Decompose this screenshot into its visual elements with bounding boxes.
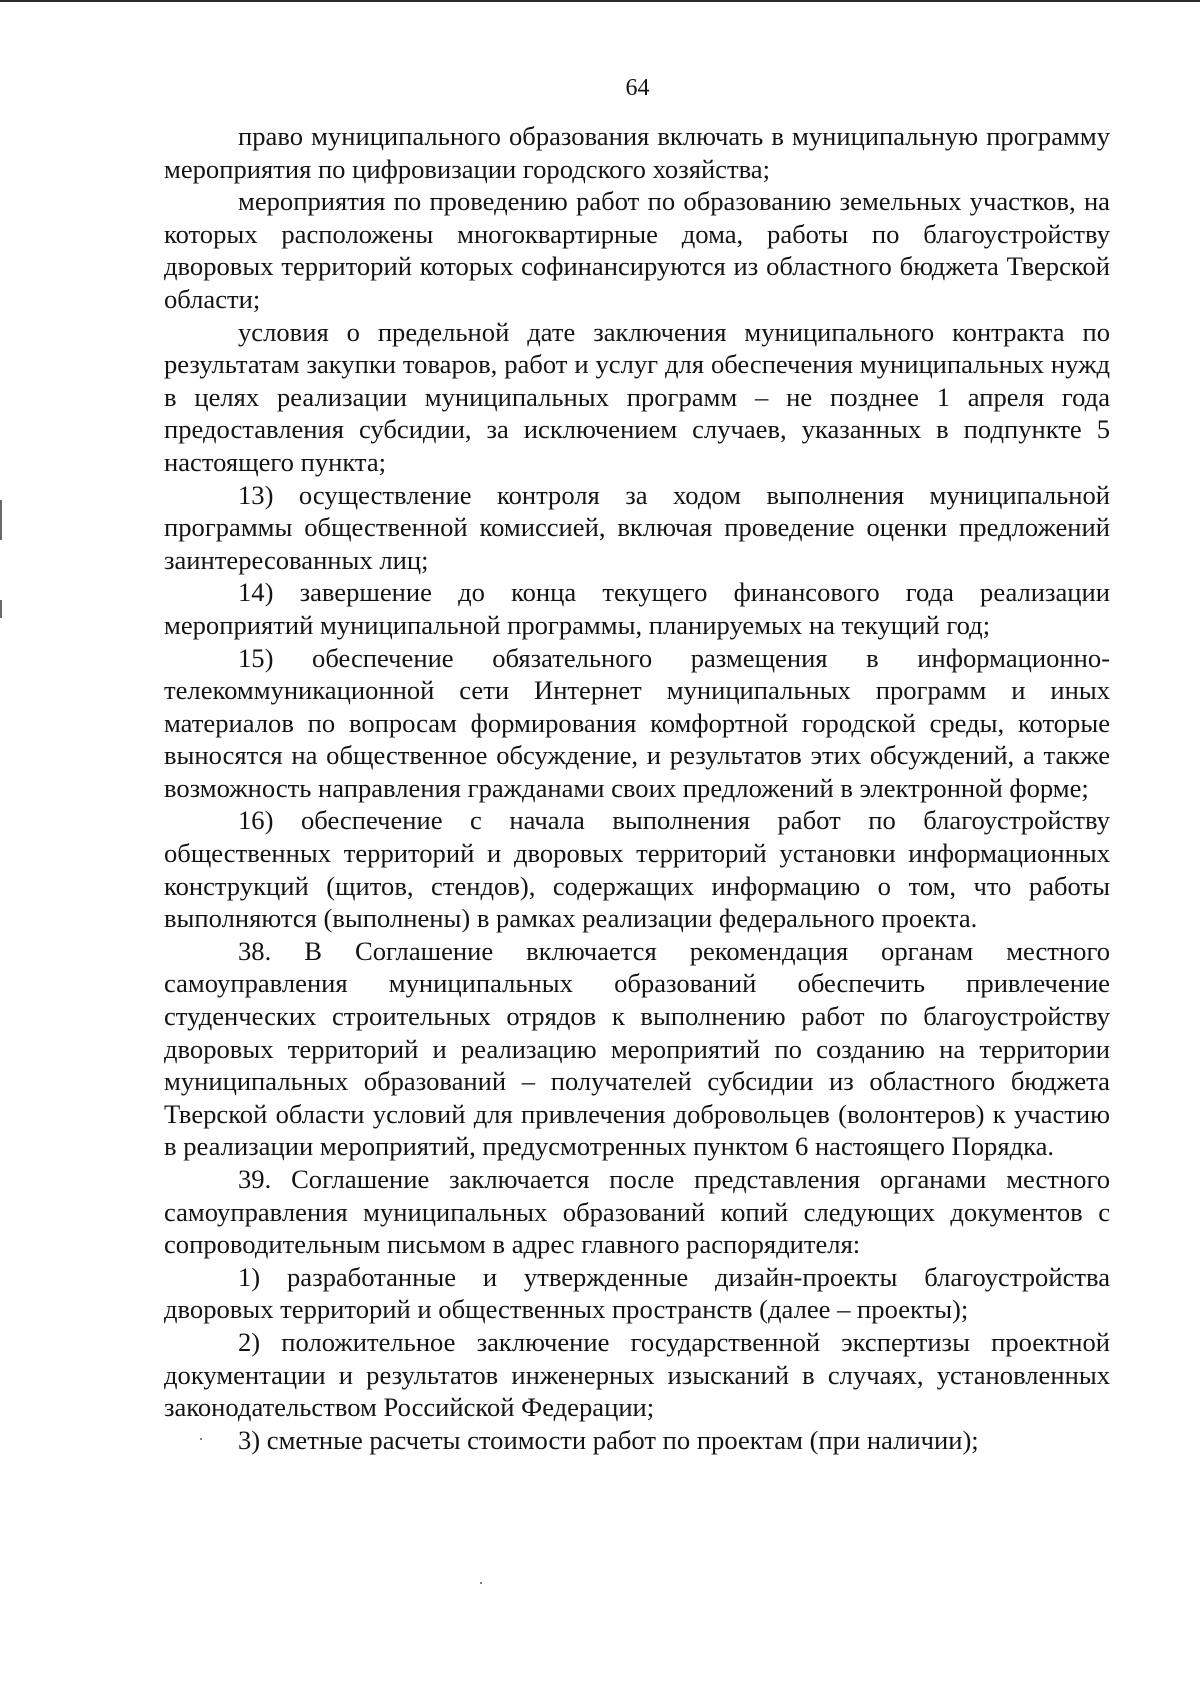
scan-margin-mark (0, 500, 2, 540)
paragraph: 15) обеспечение обязательного размещения в информационно-телекоммуникационной сети Интернет муниципальных программ и иных материалов по вопросам формирования комфортной городской среды, которые выносятся на общественное обсуждение, и результатов этих обсуждений, а также возможность направления гражданами своих предложений в электронной форме; (164, 642, 1110, 803)
paragraph: мероприятия по проведению работ по образованию земельных участков, на которых расположены многоквартирные дома, работы по благоустройству дворовых территорий которых софинансируются из областного бюджета Тверской области; (164, 186, 1110, 314)
paragraph: 13) осуществление контроля за ходом выполнения муниципальной программы общественной комиссией, включая проведение оценки предложений заинтересованных лиц; (164, 479, 1110, 575)
paragraph: 39. Соглашение заключается после представления органами местного самоуправления муниципальных образований копий следующих документов с сопроводительным письмом в адрес главного распорядителя: (164, 1164, 1110, 1260)
paragraph: 16) обеспечение с начала выполнения работ по благоустройству общественных территорий и дворовых территорий установки информационных конструкций (щитов, стендов), содержащих информацию о том, что работы выполняются (выполнены) в рамках реализации федерального проекта. (164, 805, 1110, 934)
scan-speck (480, 1582, 482, 1584)
paragraph: условия о предельной дате заключения муниципального контракта по результатам закупки товаров, работ и услуг для обеспечения муниципальных нужд в целях реализации муниципальных программ – не позднее 1 апреля года предоставления субсидии, за исключением случаев, указанных в подпункте 5 настоящего пункта; (164, 316, 1110, 477)
paragraph: 2) положительное заключение государственной экспертизы проектной документации и результатов инженерных изысканий в случаях, установленных законодательством Российской Федерации; (164, 1326, 1110, 1423)
paragraph: 38. В Соглашение включается рекомендация органам местного самоуправления муниципальных образований обеспечить привлечение студенческих строительных отрядов к выполнению работ по благоустройству дворовых территорий и реализацию мероприятий по созданию на территории муниципальных образований – получателей субсидии из областного бюджета Тверской области условий для привлечения добровольцев (волонтеров) к участию в реализации мероприятий, предусмотренных пунктом 6 настоящего Порядка. (164, 935, 1110, 1162)
page-number: 64 (625, 75, 650, 101)
paragraph: 1) разработанные и утвержденные дизайн-проекты благоустройства дворовых территорий и общественных пространств (далее – проекты); (164, 1261, 1110, 1325)
document-body (164, 120, 1110, 1456)
paragraph: право муниципального образования включать в муниципальную программу мероприятия по цифровизации городского хозяйства; (164, 121, 1110, 184)
scan-margin-mark (0, 600, 2, 618)
paragraph: 3) сметные расчеты стоимости работ по проектам (при наличии); (238, 1424, 979, 1455)
scan-edge-line (0, 0, 1200, 2)
paragraph: 14) завершение до конца текущего финансового года реализации мероприятий муниципальной программы, планируемых на текущий год; (164, 577, 1110, 640)
